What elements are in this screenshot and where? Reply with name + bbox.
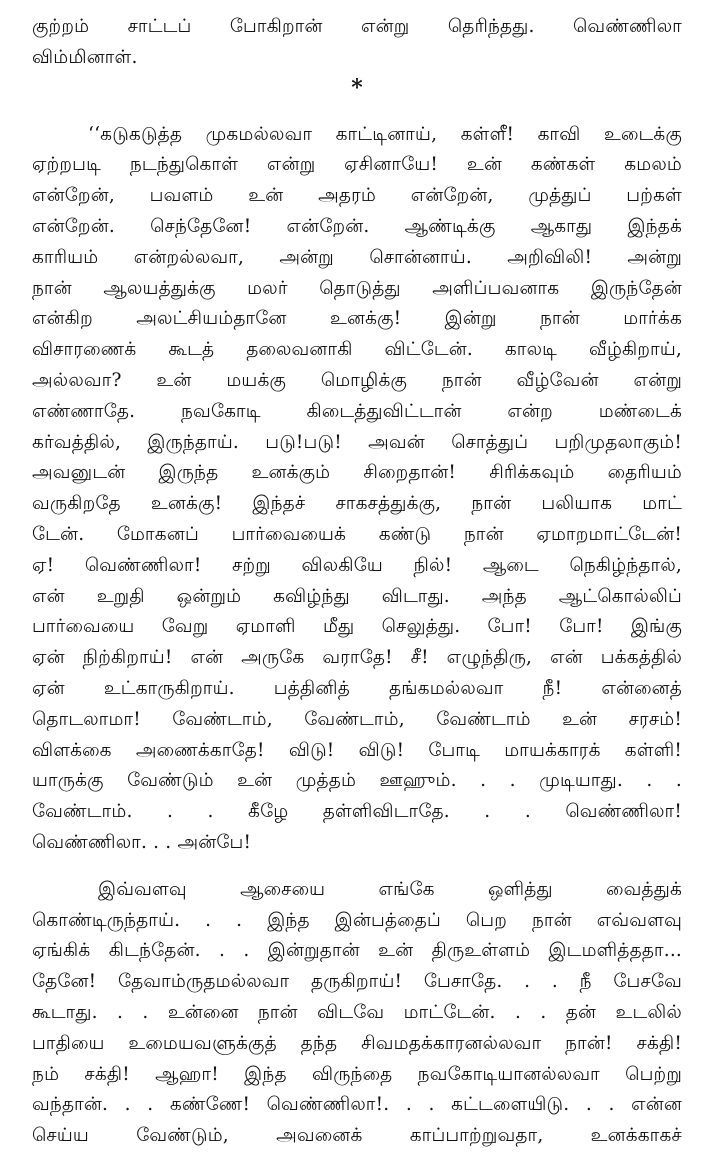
text-line: எண்ணாதே. நவகோடி கிடைத்துவிட்டான் என்ற மண்டைக்: [32, 400, 682, 422]
section-separator: *: [351, 74, 363, 101]
text-line: நம் சக்தி! ஆஹா! இந்த விருந்தை நவகோடியானல்லவா பெற்று: [32, 1063, 682, 1085]
text-line: டேன். மோகனப் பார்வையைக் கண்டு நான் ஏமாறமாட்டேன்!: [32, 523, 682, 545]
text-line: ஏ! வெண்ணிலா! சற்று விலகியே நில்! ஆடை நெகிழ்ந்தால்,: [32, 554, 682, 576]
text-line: பார்வையை வேறு ஏமாளி மீது செலுத்து. போ! போ! இங்கு: [32, 616, 682, 638]
text-line: என்றேன். செந்தேனே! என்றேன். ஆண்டிக்கு ஆகாது இந்தக்: [32, 215, 682, 237]
text-line: என்கிற அலட்சியம்தானே உனக்கு! இன்று நான் மார்க்க: [32, 308, 682, 330]
text-line: கூடாது. . . உன்னை நான் விடவே மாட்டேன். . . தன் உடலில்: [32, 1001, 682, 1023]
text-line: ஏன் உட்காருகிறாய். பத்தினித் தங்கமல்லவா நீ! என்னைத்: [32, 677, 682, 699]
text-line: அல்லவா? உன் மயக்கு மொழிக்கு நான் வீழ்வேன் என்று: [32, 369, 682, 391]
text-line: என் உறுதி ஒன்றும் கவிழ்ந்து விடாது. அந்த ஆட்கொல்லிப்: [32, 585, 682, 607]
paragraph-intro: [32, 12, 682, 74]
text-line: குற்றம் சாட்டப் போகிறான் என்று தெரிந்தது. வெண்ணிலா: [32, 16, 682, 37]
text-line: ‘‘கடுகடுத்த முகமல்லவா காட்டினாய், கள்ளீ! காவி உடைக்கு: [88, 123, 682, 145]
text-line: என்றேன், பவளம் உன் அதரம் என்றேன், முத்துப் பற்கள்: [32, 185, 682, 207]
text-line: நான் ஆலயத்துக்கு மலர் தொடுத்து அளிப்பவனாக இருந்தேன்: [32, 277, 682, 299]
text-line: ஏன் நிற்கிறாய்! என் அருகே வராதே! சீ! எழுந்திரு, என் பக்கத்தில்: [32, 647, 682, 669]
text-line: வருகிறதே உனக்கு! இந்தச் சாகசத்துக்கு, நான் பலியாக மாட்: [32, 493, 682, 515]
text-line: வந்தான். . . கண்ணே! வெண்ணிலா!. . . கட்டளையிடு. . . என்ன: [32, 1094, 682, 1116]
text-line: விசாரணைக் கூடத் தலைவனாகி விட்டேன். காலடி வீழ்கிறாய்,: [32, 339, 682, 361]
text-line: கர்வத்தில், இருந்தாய். படு!படு! அவன் சொத்துப் பறிமுதலாகும்!: [32, 431, 682, 453]
text-line: செய்ய வேண்டும், அவனைக் காப்பாற்றுவதா, உனக்காகச்: [32, 1125, 682, 1147]
text-line: வேண்டாம். . . கீழே தள்ளிவிடாதே. . . வெண்ணிலா!: [32, 801, 682, 823]
text-line: கொண்டிருந்தாய். . . இந்த இன்பத்தைப் பெற நான் எவ்வளவு: [32, 909, 682, 931]
text-line: யாருக்கு வேண்டும் உன் முத்தம் ஊஹும். . . முடியாது. . .: [32, 770, 682, 792]
paragraph-speech: [32, 120, 682, 859]
text-line: வெண்ணிலா. . . அன்பே!: [32, 831, 252, 853]
paragraph-longing: [32, 875, 682, 1152]
text-line: பாதியை உமையவளுக்குத் தந்த சிவமதக்காரனல்லவா நான்! சக்தி!: [32, 1032, 682, 1054]
text-line: இவ்வளவு ஆசையை எங்கே ஒளித்து வைத்துக்: [98, 878, 682, 900]
text-line: அவனுடன் இருந்த உனக்கும் சிறைதான்! சிரிக்கவும் தைரியம்: [32, 462, 682, 484]
text-line: காரியம் என்றல்லவா, அன்று சொன்னாய். அறிவிலி! அன்று: [32, 246, 682, 268]
text-line: விம்மினாள்.: [32, 46, 138, 68]
text-line: தொடலாமா! வேண்டாம், வேண்டாம், வேண்டாம் உன் சரசம்!: [32, 708, 682, 730]
book-page: [32, 12, 682, 1152]
text-line: ஏற்றபடி நடந்துகொள் என்று ஏசினாயே! உன் கண்கள் கமலம்: [32, 154, 682, 176]
text-line: தேனே! தேவாம்ருதமல்லவா தருகிறாய்! பேசாதே. . . நீ பேசவே: [32, 971, 682, 993]
text-line: விளக்கை அணைக்காதே! விடு! விடு! போடி மாயக்காரக் கள்ளி!: [32, 739, 682, 761]
text-line: ஏங்கிக் கிடந்தேன். . . இன்றுதான் உன் திருஉள்ளம் இடமளித்ததா...: [32, 940, 682, 962]
